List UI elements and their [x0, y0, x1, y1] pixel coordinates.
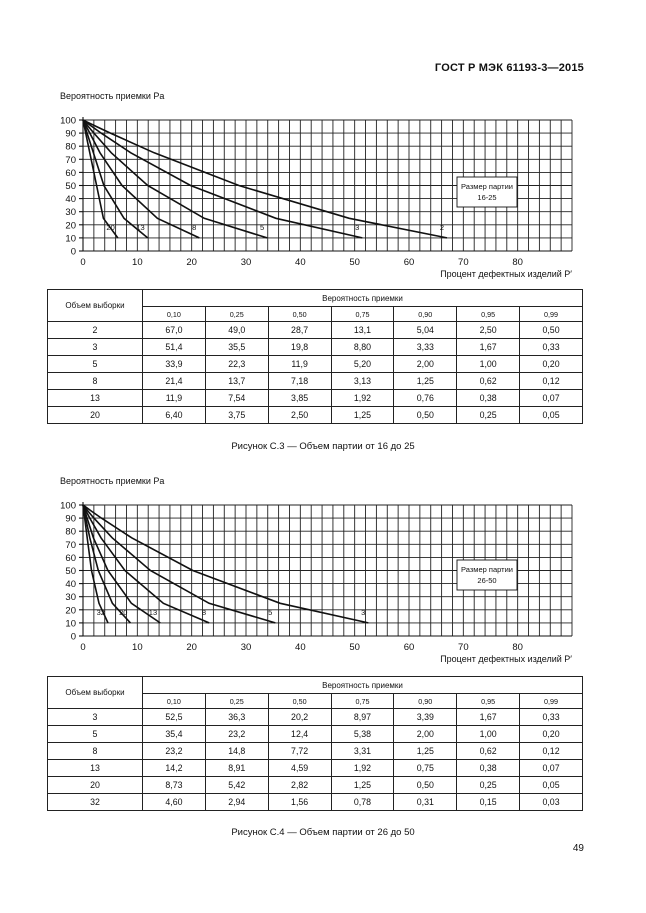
value-cell: 22,3: [205, 356, 268, 373]
y-tick-label: 100: [60, 500, 76, 512]
value-cell: 20,2: [268, 709, 331, 726]
y-tick-label: 80: [65, 526, 76, 538]
curve-label: 8: [192, 223, 197, 233]
column-group-header: Вероятность приемки: [143, 290, 583, 307]
probability-header: 0,90: [394, 694, 457, 709]
value-cell: 0,50: [520, 322, 583, 339]
x-tick-label: 30: [240, 642, 252, 653]
y-tick-label: 70: [65, 539, 76, 551]
value-cell: 0,05: [520, 777, 583, 794]
figure-caption-c4: Рисунок С.4 — Объем партии от 26 до 50: [231, 827, 415, 838]
value-cell: 5,42: [205, 777, 268, 794]
y-tick-label: 0: [70, 631, 76, 643]
table-row: [48, 407, 583, 424]
value-cell: 5,04: [394, 322, 457, 339]
value-cell: 0,78: [331, 794, 394, 811]
value-cell: 0,38: [457, 390, 520, 407]
value-cell: 1,56: [268, 794, 331, 811]
probability-header: 0,75: [331, 694, 394, 709]
x-tick-label: 10: [132, 257, 143, 268]
value-cell: 1,92: [331, 390, 394, 407]
value-cell: 0,50: [394, 777, 457, 794]
value-cell: 23,2: [143, 743, 206, 760]
y-tick-label: 100: [60, 115, 76, 127]
page-number: 49: [572, 843, 584, 854]
y-tick-label: 50: [65, 181, 76, 192]
value-cell: 0,75: [394, 760, 457, 777]
curve-label: 3: [361, 608, 366, 618]
value-cell: 8,73: [143, 777, 206, 794]
table-row: [48, 373, 583, 390]
value-cell: 3,39: [394, 709, 457, 726]
row-header: Объем выборки: [48, 677, 143, 709]
value-cell: 52,5: [143, 709, 206, 726]
sample-size-cell: 32: [48, 794, 143, 811]
table-row: [48, 390, 583, 407]
y-axis-label: Вероятность приемки Pa: [60, 91, 165, 101]
value-cell: 6,40: [143, 407, 206, 424]
value-cell: 0,20: [520, 726, 583, 743]
value-cell: 0,62: [457, 743, 520, 760]
column-group-header: Вероятность приемки: [143, 677, 583, 694]
table-row: [48, 339, 583, 356]
y-tick-label: 30: [65, 592, 76, 604]
table-row: [48, 726, 583, 743]
sample-size-cell: 5: [48, 726, 143, 743]
value-cell: 0,38: [457, 760, 520, 777]
oc-chart-lot-26-50: [0, 470, 646, 665]
value-cell: 1,25: [331, 407, 394, 424]
probability-header: 0,50: [268, 307, 331, 322]
value-cell: 12,4: [268, 726, 331, 743]
value-cell: 0,07: [520, 390, 583, 407]
x-tick-label: 70: [458, 257, 469, 268]
table-row: [48, 760, 583, 777]
value-cell: 1,67: [457, 709, 520, 726]
lot-size-box: [457, 560, 517, 590]
probability-header: 0,25: [205, 694, 268, 709]
y-tick-label: 90: [65, 513, 76, 525]
x-tick-label: 80: [512, 257, 523, 268]
value-cell: 0,50: [394, 407, 457, 424]
table-row: [48, 322, 583, 339]
value-cell: 19,8: [268, 339, 331, 356]
curve-label: 13: [136, 223, 145, 233]
probability-header: 0,95: [457, 694, 520, 709]
probability-header: 0,99: [520, 307, 583, 322]
value-cell: 3,33: [394, 339, 457, 356]
y-tick-label: 10: [65, 618, 76, 630]
value-cell: 2,00: [394, 726, 457, 743]
y-axis-label: Вероятность приемки Pa: [60, 476, 165, 486]
value-cell: 5,20: [331, 356, 394, 373]
probability-header: 0,10: [143, 307, 206, 322]
value-cell: 35,5: [205, 339, 268, 356]
value-cell: 21,4: [143, 373, 206, 390]
lot-size-label: Размер партии: [461, 565, 513, 574]
lot-size-value: 26-50: [477, 576, 497, 585]
row-header: Объем выборки: [48, 290, 143, 322]
y-tick-label: 50: [65, 566, 76, 577]
value-cell: 4,60: [143, 794, 206, 811]
x-tick-label: 30: [240, 257, 252, 268]
x-tick-label: 0: [80, 642, 86, 653]
table-row: [48, 356, 583, 373]
value-cell: 1,92: [331, 760, 394, 777]
figure-caption-c3: Рисунок С.3 — Объем партии от 16 до 25: [231, 441, 415, 452]
value-cell: 49,0: [205, 322, 268, 339]
x-tick-label: 20: [186, 642, 197, 653]
value-cell: 0,62: [457, 373, 520, 390]
value-cell: 14,2: [143, 760, 206, 777]
value-cell: 3,85: [268, 390, 331, 407]
value-cell: 0,05: [520, 407, 583, 424]
value-cell: 8,80: [331, 339, 394, 356]
probability-header: 0,10: [143, 694, 206, 709]
value-cell: 7,18: [268, 373, 331, 390]
oc-chart-lot-16-25: [0, 85, 646, 280]
x-tick-label: 80: [512, 642, 523, 653]
value-cell: 8,97: [331, 709, 394, 726]
curve-label: 2: [439, 223, 445, 233]
sample-size-cell: 3: [48, 339, 143, 356]
sample-size-cell: 8: [48, 743, 143, 760]
value-cell: 1,25: [331, 777, 394, 794]
value-cell: 2,94: [205, 794, 268, 811]
curve-label: 5: [260, 223, 265, 233]
lot-size-label: Размер партии: [461, 182, 513, 191]
value-cell: 67,0: [143, 322, 206, 339]
value-cell: 7,72: [268, 743, 331, 760]
x-axis-label: Процент дефектных изделий P′: [440, 269, 572, 279]
x-tick-label: 50: [349, 257, 360, 268]
x-tick-label: 0: [80, 257, 86, 268]
oc-curve-n-5: [83, 120, 267, 238]
x-tick-label: 40: [295, 257, 306, 268]
value-cell: 14,8: [205, 743, 268, 760]
value-cell: 13,1: [331, 322, 394, 339]
y-tick-label: 10: [65, 233, 76, 245]
x-tick-label: 10: [132, 642, 143, 653]
value-cell: 28,7: [268, 322, 331, 339]
y-tick-label: 80: [65, 141, 76, 153]
value-cell: 33,9: [143, 356, 206, 373]
probability-header: 0,50: [268, 694, 331, 709]
y-tick-label: 90: [65, 128, 76, 140]
value-cell: 3,13: [331, 373, 394, 390]
sample-size-cell: 5: [48, 356, 143, 373]
y-tick-label: 20: [65, 605, 76, 617]
value-cell: 0,12: [520, 743, 583, 760]
value-cell: 1,67: [457, 339, 520, 356]
y-tick-label: 60: [65, 552, 76, 564]
x-tick-label: 50: [349, 642, 360, 653]
value-cell: 7,54: [205, 390, 268, 407]
value-cell: 0,15: [457, 794, 520, 811]
value-cell: 0,33: [520, 709, 583, 726]
y-tick-label: 40: [65, 579, 76, 591]
x-tick-label: 20: [186, 257, 197, 268]
value-cell: 13,7: [205, 373, 268, 390]
probability-header: 0,25: [205, 307, 268, 322]
value-cell: 0,33: [520, 339, 583, 356]
curve-label: 5: [268, 608, 273, 618]
y-tick-label: 70: [65, 154, 76, 166]
x-tick-label: 60: [403, 642, 415, 653]
document-header: ГОСТ Р МЭК 61193-3—2015: [434, 62, 584, 74]
curve-label: 3: [355, 223, 360, 233]
value-cell: 23,2: [205, 726, 268, 743]
value-cell: 0,03: [520, 794, 583, 811]
x-axis-label: Процент дефектных изделий P′: [440, 654, 572, 664]
sample-size-cell: 13: [48, 760, 143, 777]
value-cell: 35,4: [143, 726, 206, 743]
value-cell: 2,00: [394, 356, 457, 373]
value-cell: 1,25: [394, 373, 457, 390]
value-cell: 1,00: [457, 726, 520, 743]
value-cell: 0,25: [457, 777, 520, 794]
lot-size-value: 16-25: [477, 193, 497, 202]
value-cell: 0,20: [520, 356, 583, 373]
x-tick-label: 40: [295, 642, 306, 653]
curve-label: 32: [96, 608, 105, 618]
curve-label: 13: [148, 608, 158, 618]
value-cell: 36,3: [205, 709, 268, 726]
value-cell: 4,59: [268, 760, 331, 777]
oc-curve-n-8: [83, 505, 209, 623]
value-cell: 8,91: [205, 760, 268, 777]
acceptance-table-16-25: [47, 289, 583, 424]
acceptance-table-26-50: [47, 676, 583, 811]
value-cell: 0,12: [520, 373, 583, 390]
sample-size-cell: 20: [48, 407, 143, 424]
curve-label: 20: [106, 223, 115, 233]
value-cell: 2,50: [457, 322, 520, 339]
table-row: [48, 709, 583, 726]
table-header-row: [48, 677, 583, 694]
value-cell: 0,76: [394, 390, 457, 407]
table-row: [48, 777, 583, 794]
y-tick-label: 60: [65, 167, 76, 179]
probability-header: 0,75: [331, 307, 394, 322]
value-cell: 0,25: [457, 407, 520, 424]
y-tick-label: 40: [65, 194, 76, 206]
value-cell: 0,31: [394, 794, 457, 811]
table-header-row: [48, 290, 583, 307]
value-cell: 0,07: [520, 760, 583, 777]
sample-size-cell: 13: [48, 390, 143, 407]
sample-size-cell: 3: [48, 709, 143, 726]
table-row: [48, 743, 583, 760]
sample-size-cell: 8: [48, 373, 143, 390]
oc-curve-n-3: [83, 505, 368, 623]
value-cell: 1,00: [457, 356, 520, 373]
value-cell: 11,9: [268, 356, 331, 373]
curve-label: 20: [119, 608, 128, 618]
lot-size-box: [457, 177, 517, 207]
value-cell: 3,31: [331, 743, 394, 760]
curve-label: 8: [201, 608, 207, 618]
value-cell: 11,9: [143, 390, 206, 407]
x-tick-label: 70: [458, 642, 469, 653]
value-cell: 1,25: [394, 743, 457, 760]
sample-size-cell: 2: [48, 322, 143, 339]
sample-size-cell: 20: [48, 777, 143, 794]
value-cell: 3,75: [205, 407, 268, 424]
y-tick-label: 0: [70, 246, 76, 258]
y-tick-label: 20: [65, 220, 76, 232]
table-row: [48, 794, 583, 811]
value-cell: 5,38: [331, 726, 394, 743]
probability-header: 0,90: [394, 307, 457, 322]
value-cell: 51,4: [143, 339, 206, 356]
y-tick-label: 30: [65, 207, 76, 219]
x-tick-label: 60: [403, 257, 415, 268]
value-cell: 2,50: [268, 407, 331, 424]
probability-header: 0,99: [520, 694, 583, 709]
value-cell: 2,82: [268, 777, 331, 794]
probability-header: 0,95: [457, 307, 520, 322]
